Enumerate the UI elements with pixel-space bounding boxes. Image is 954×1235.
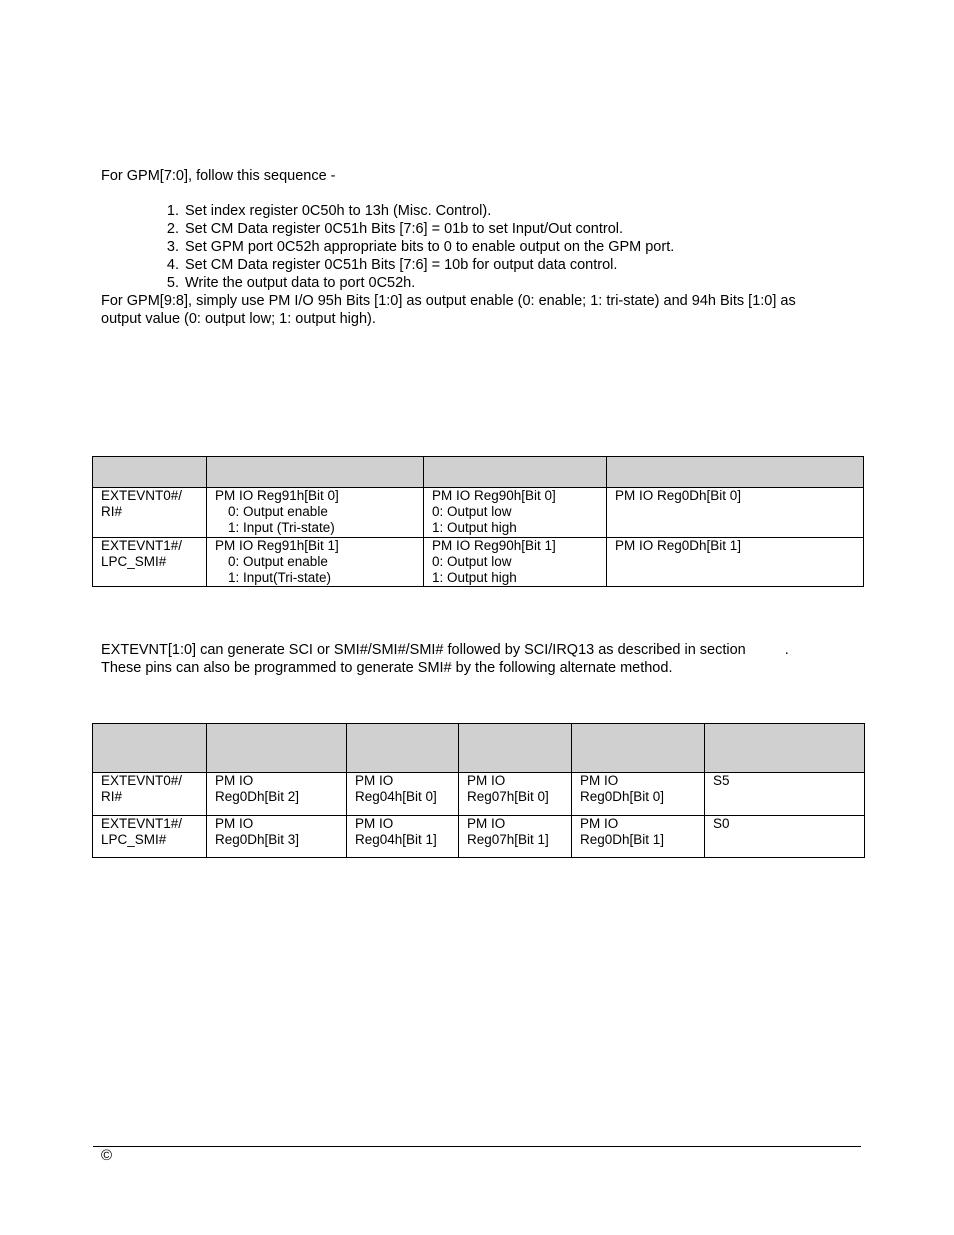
pin-name-alt: LPC_SMI#: [101, 832, 167, 847]
table-header-cell: [207, 457, 424, 488]
register-value: 1: Output high: [432, 520, 517, 535]
register-cell: [207, 816, 347, 858]
register-value: 1: Input (Tri-state): [228, 520, 335, 535]
register-space: PM IO: [355, 773, 394, 788]
step-number: 1.: [166, 203, 179, 219]
step-text: Set index register 0C50h to 13h (Misc. Control).: [185, 203, 492, 219]
register-space: PM IO: [215, 816, 254, 831]
register-bit: Reg04h[Bit 0]: [355, 789, 437, 804]
status-cell: [607, 538, 864, 587]
register-name: PM IO Reg91h[Bit 0]: [215, 488, 339, 503]
step-number: 2.: [166, 221, 179, 237]
table-header-cell: [424, 457, 607, 488]
pin-name-alt: RI#: [101, 504, 123, 519]
table-header-cell: [207, 724, 347, 773]
register-bit: Reg07h[Bit 1]: [467, 832, 549, 847]
register-bit: Reg0Dh[Bit 2]: [215, 789, 300, 804]
power-state: S0: [713, 816, 730, 831]
register-space: PM IO: [580, 816, 619, 831]
gpm-intro: For GPM[7:0], follow this sequence -: [101, 168, 336, 184]
extevnt-paragraph: [101, 641, 789, 677]
pin-name: EXTEVNT0#/: [101, 488, 183, 503]
register-cell: [459, 816, 572, 858]
smi-control-table: [92, 723, 865, 858]
register-cell: [572, 816, 705, 858]
power-state-cell: [705, 773, 865, 816]
register-value: 1: Input(Tri-state): [228, 570, 332, 585]
register-cell: [207, 773, 347, 816]
table-header-cell: [459, 724, 572, 773]
register-space: PM IO: [355, 816, 394, 831]
register-name: PM IO Reg91h[Bit 1]: [215, 538, 339, 553]
power-state: S5: [713, 773, 730, 788]
register-space: PM IO: [467, 773, 506, 788]
table-header-cell: [705, 724, 865, 773]
register-name: PM IO Reg0Dh[Bit 1]: [615, 538, 742, 553]
table-header-row: [93, 724, 865, 773]
step-number: 5.: [166, 275, 179, 291]
step-text: Set CM Data register 0C51h Bits [7:6] = 01b to set Input/Out control.: [185, 221, 624, 237]
pin-name-cell: [93, 488, 207, 538]
extevnt-period: .: [784, 642, 789, 658]
list-item: [101, 274, 674, 292]
table-row: [93, 773, 865, 816]
table-header-cell: [607, 457, 864, 488]
pin-name: EXTEVNT1#/: [101, 816, 183, 831]
list-item: [101, 256, 674, 274]
register-value: 0: Output enable: [228, 504, 328, 519]
register-name: PM IO Reg90h[Bit 1]: [432, 538, 556, 553]
gpm98-line-1: For GPM[9:8], simply use PM I/O 95h Bits [1:0] as output enable (0: enable; 1: tri-state) and 94h Bits [1:0] as: [101, 293, 796, 309]
list-item: [101, 238, 674, 256]
extevnt-line-2: These pins can also be programmed to generate SMI# by the following alternate method.: [101, 660, 673, 676]
table-header-cell: [572, 724, 705, 773]
output-enable-cell: [207, 538, 424, 587]
register-cell: [572, 773, 705, 816]
gpm-steps-list: [101, 202, 674, 292]
register-name: PM IO Reg90h[Bit 0]: [432, 488, 556, 503]
register-bit: Reg07h[Bit 0]: [467, 789, 549, 804]
step-text: Set GPM port 0C52h appropriate bits to 0 to enable output on the GPM port.: [185, 239, 675, 255]
register-bit: Reg0Dh[Bit 1]: [580, 832, 665, 847]
pin-name: EXTEVNT0#/: [101, 773, 183, 788]
step-number: 4.: [166, 257, 179, 273]
table-header-cell: [93, 724, 207, 773]
register-bit: Reg04h[Bit 1]: [355, 832, 437, 847]
pin-name-cell: [93, 538, 207, 587]
gpio-control-table: [92, 456, 864, 587]
gpm98-line-2: output value (0: output low; 1: output high).: [101, 311, 376, 327]
table-header-row: [93, 457, 864, 488]
footer-divider: [93, 1146, 861, 1147]
list-item: [101, 202, 674, 220]
step-number: 3.: [166, 239, 179, 255]
gpm98-paragraph: [101, 292, 796, 328]
output-value-cell: [424, 488, 607, 538]
register-bit: Reg0Dh[Bit 0]: [580, 789, 665, 804]
register-value: 0: Output low: [432, 554, 512, 569]
extevnt-line-1: EXTEVNT[1:0] can generate SCI or SMI#/SMI#/SMI# followed by SCI/IRQ13 as described in section: [101, 642, 746, 658]
register-name: PM IO Reg0Dh[Bit 0]: [615, 488, 742, 503]
register-space: PM IO: [580, 773, 619, 788]
output-value-cell: [424, 538, 607, 587]
register-value: 1: Output high: [432, 570, 517, 585]
register-cell: [459, 773, 572, 816]
step-text: Set CM Data register 0C51h Bits [7:6] = 10b for output data control.: [185, 257, 618, 273]
register-bit: Reg0Dh[Bit 3]: [215, 832, 300, 847]
step-text: Write the output data to port 0C52h.: [185, 275, 416, 291]
table-row: [93, 816, 865, 858]
pin-name: EXTEVNT1#/: [101, 538, 183, 553]
power-state-cell: [705, 816, 865, 858]
register-value: 0: Output enable: [228, 554, 328, 569]
footer-copyright: ©: [101, 1147, 113, 1164]
register-space: PM IO: [215, 773, 254, 788]
status-cell: [607, 488, 864, 538]
pin-name-cell: [93, 773, 207, 816]
register-cell: [347, 816, 459, 858]
pin-name-alt: LPC_SMI#: [101, 554, 167, 569]
list-item: [101, 220, 674, 238]
register-space: PM IO: [467, 816, 506, 831]
register-cell: [347, 773, 459, 816]
table-row: [93, 488, 864, 538]
output-enable-cell: [207, 488, 424, 538]
table-header-cell: [93, 457, 207, 488]
table-row: [93, 538, 864, 587]
pin-name-alt: RI#: [101, 789, 123, 804]
table-header-cell: [347, 724, 459, 773]
pin-name-cell: [93, 816, 207, 858]
register-value: 0: Output low: [432, 504, 512, 519]
